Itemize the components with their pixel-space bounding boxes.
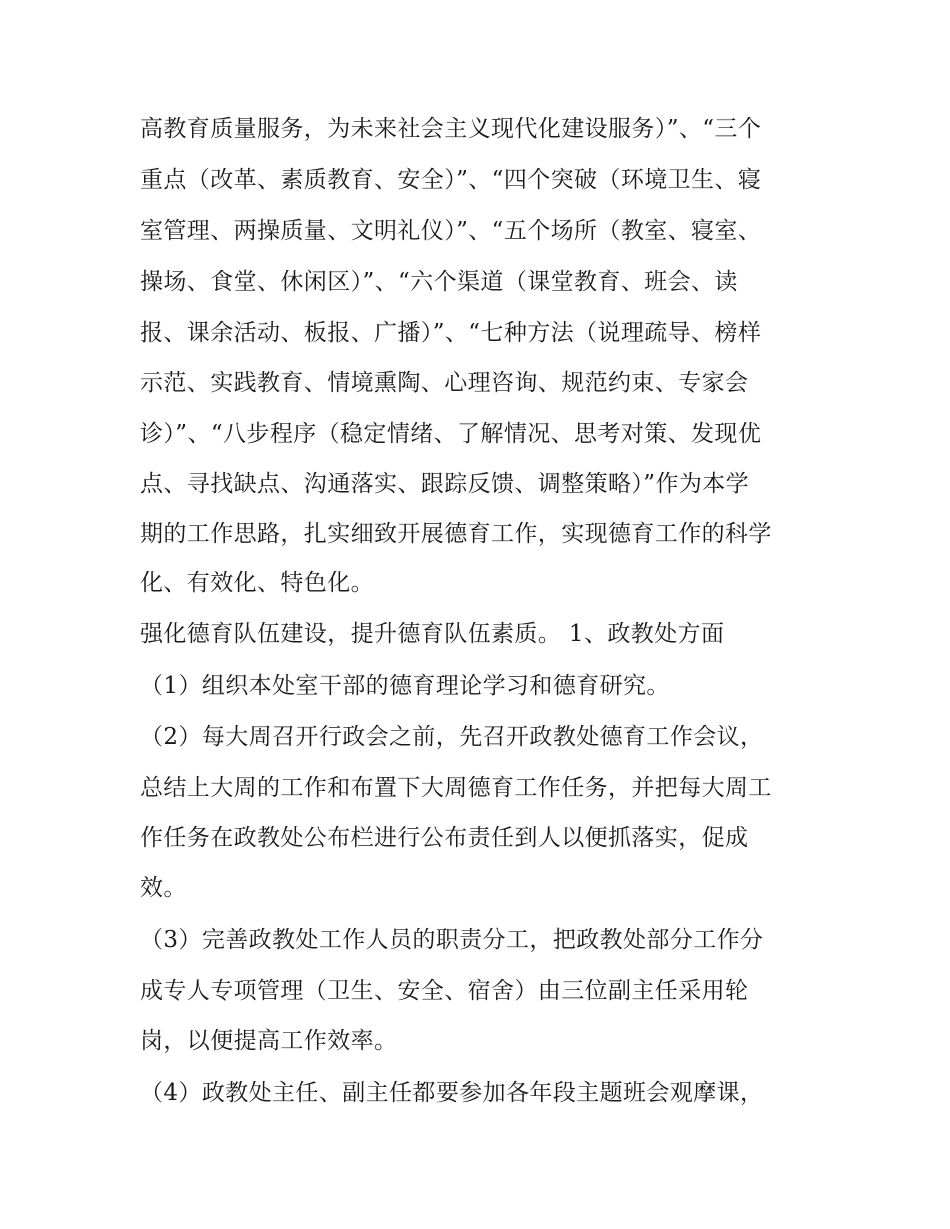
text-line-7: 诊）”、“八步程序（稳定情绪、了解情况、思考对策、发现优 bbox=[140, 421, 762, 447]
text-line-16: 效。 bbox=[140, 875, 187, 901]
text-line-10: 化、有效化、特色化。 bbox=[140, 570, 374, 596]
text-line-9: 期的工作思路，扎实细致开展德育工作，实现德育工作的科学 bbox=[140, 521, 772, 547]
text-line-5: 报、课余活动、板报、广播）”、“七种方法（说理疏导、榜样 bbox=[140, 320, 762, 346]
text-line-1: 高教育质量服务，为未来社会主义现代化建设服务）”、“三个 bbox=[140, 116, 762, 142]
text-line-14: 总结上大周的工作和布置下大周德育工作任务，并把每大周工 bbox=[140, 775, 772, 801]
text-line-12: （1）组织本处室干部的德育理论学习和德育研究。 bbox=[140, 673, 670, 699]
text-line-8: 点、寻找缺点、沟通落实、跟踪反馈、调整策略）”作为本学 bbox=[140, 471, 750, 497]
text-line-20: （4）政教处主任、副主任都要参加各年段主题班会观摩课， bbox=[140, 1080, 764, 1106]
text-line-18: 成专人专项管理（卫生、安全、宿舍）由三位副主任采用轮 bbox=[140, 978, 749, 1004]
text-line-17: （3）完善政教处工作人员的职责分工，把政教处部分工作分 bbox=[140, 927, 764, 953]
text-line-15: 作任务在政教处公布栏进行公布责任到人以便抓落实，促成 bbox=[140, 825, 749, 851]
text-line-6: 示范、实践教育、情境熏陶、心理咨询、规范约束、专家会 bbox=[140, 370, 749, 396]
section-heading-line: 强化德育队伍建设，提升德育队伍素质。 1、政教处方面 bbox=[140, 621, 725, 647]
text-line-19: 岗，以便提高工作效率。 bbox=[140, 1028, 398, 1054]
text-line-2: 重点（改革、素质教育、安全）”、“四个突破（环境卫生、寝 bbox=[140, 167, 762, 193]
text-line-13: （2）每大周召开行政会之前，先召开政教处德育工作会议， bbox=[140, 724, 764, 750]
text-line-4: 操场、食堂、休闲区）”、“六个渠道（课堂教育、班会、读 bbox=[140, 269, 738, 295]
text-line-3: 室管理、两操质量、文明礼仪）”、“五个场所（教室、寝室、 bbox=[140, 218, 762, 244]
